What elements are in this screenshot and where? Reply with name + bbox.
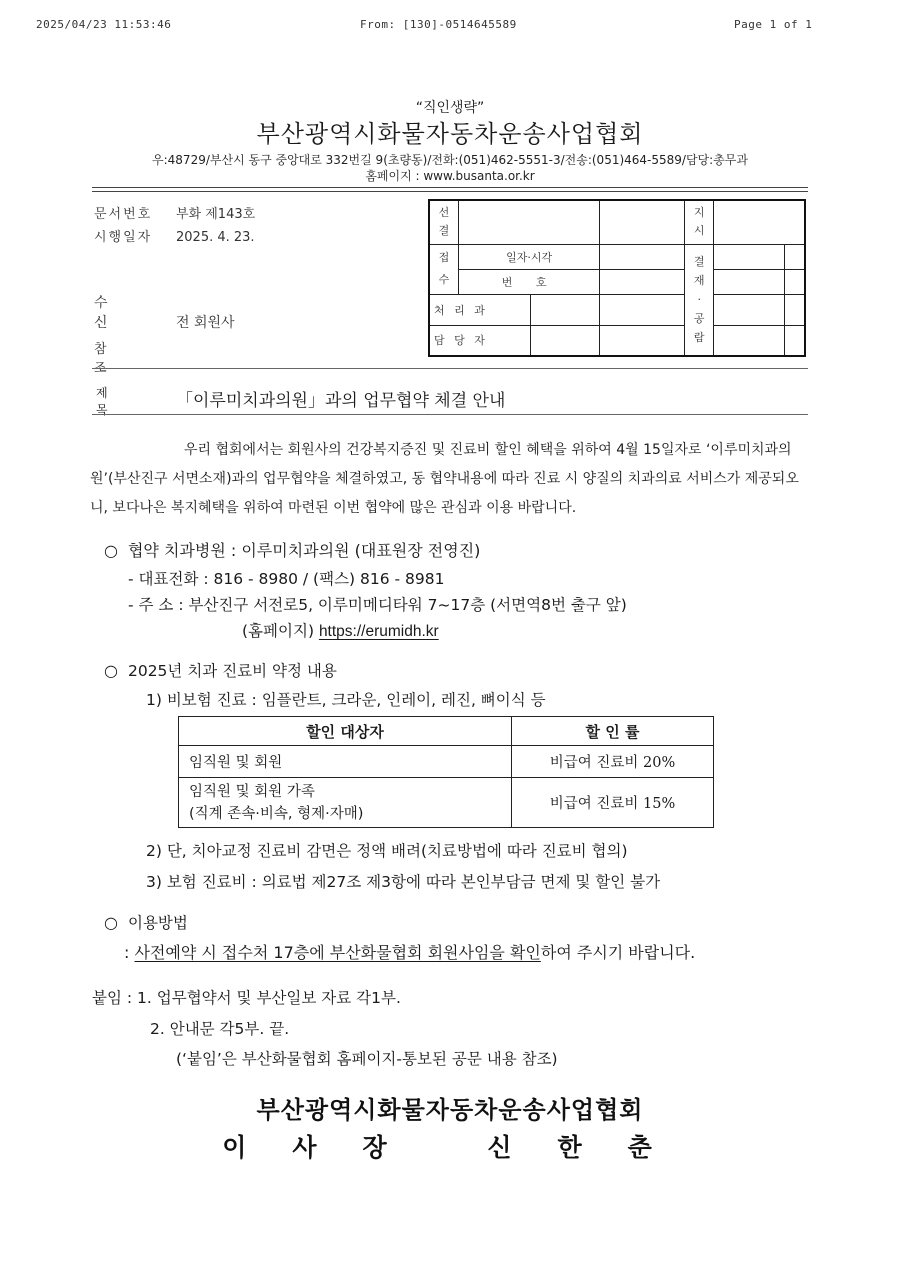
section3-title: 이용방법 [127, 914, 188, 932]
signature-title-name: 이사장 신한춘 [222, 1133, 698, 1162]
section3-instruction [124, 940, 695, 963]
cheo-ri-gwa-label: 처 리 과 [429, 294, 531, 325]
section2-item1: 1) 비보험 진료 : 임플란트, 크라운, 인레이, 레진, 뼈이식 등 [146, 691, 546, 709]
gyeol-jae-cell-3 [714, 269, 785, 294]
seon-gyeol-cell-2 [600, 200, 685, 244]
table-row [179, 778, 714, 828]
section1-title: 협약 치과병원 : 이루미치과의원 (대표원장 전영진) [127, 541, 481, 560]
discount-target: 임직원 및 회원 [179, 746, 512, 778]
signature-organization: 부산광역시화물자동차운송사업협회 [256, 1096, 644, 1124]
gyeol-jae-cell-6 [785, 294, 805, 325]
section2-item2: 2) 단, 치아교정 진료비 감면은 정액 배려(치료방법에 따라 진료비 협의) [146, 842, 628, 860]
table-row [179, 746, 714, 778]
homepage-prefix: (홈페이지) [242, 622, 314, 640]
dam-dang-ja-cell-2 [600, 325, 685, 356]
ji-si-cell [714, 200, 805, 244]
il-ja-si-gak-label: 일자·시각 [459, 244, 600, 269]
subject-text: 「이루미치과의원」과의 업무협약 체결 안내 [176, 391, 506, 411]
section1-homepage-row [242, 619, 439, 641]
discount-target-sub: (직계 존속·비속, 형제·자매) [189, 805, 364, 822]
gyeol-jae-cell-4 [785, 269, 805, 294]
doc-number-row [94, 203, 255, 222]
doc-date-row [94, 226, 255, 245]
gyeol-jae-cell-5 [714, 294, 785, 325]
section2-bullet: ○ [104, 661, 118, 680]
gyeol-jae-cell-8 [785, 325, 805, 356]
section3-instruction-underlined: 사전예약 시 접수처 17층에 부산화물협회 회원사임을 확인 [134, 943, 541, 962]
doc-number-label: 문서번호 [94, 207, 153, 222]
section1-bullet: ○ [104, 541, 118, 560]
seon-gyeol-label: 선 결 [429, 200, 459, 244]
section3-instruction-rest: 하여 주시기 바랍니다. [540, 943, 696, 962]
gyeol-jae-cell-1 [714, 244, 785, 269]
discount-target-cell [179, 778, 512, 828]
subject-label: 제 목 [96, 386, 126, 417]
attachments-note: (‘붙임’은 부산화물협회 홈페이지-통보된 공문 내용 참조) [176, 1050, 558, 1068]
recipient-label: 수 신 [94, 295, 126, 331]
motto: “직인생략” [415, 100, 485, 116]
subject-top-divider [92, 368, 808, 369]
section3-title-row [104, 911, 188, 933]
attachment-item-1: 1. 업무협약서 및 부산일보 자료 각1부. [137, 989, 401, 1007]
dam-dang-ja-cell [531, 325, 600, 356]
section1-title-row [104, 538, 480, 561]
homepage-link[interactable]: https://erumidh.kr [318, 623, 439, 640]
discount-target: 임직원 및 회원 가족 [189, 783, 315, 800]
gyeol-jae-label: 결 재 · 공 람 [685, 244, 714, 356]
beon-ho-cell [600, 269, 685, 294]
section2-title: 2025년 치과 진료비 약정 내용 [127, 662, 337, 680]
approval-box [428, 199, 806, 357]
doc-number: 부화 제143호 [176, 207, 256, 222]
reference-row [94, 338, 176, 376]
body-paragraph [90, 436, 810, 523]
dam-dang-ja-label: 담 당 자 [429, 325, 531, 356]
discount-table [178, 716, 714, 828]
subject-bottom-divider [92, 414, 808, 415]
reference-label: 참 조 [94, 342, 125, 376]
jeop-su-label: 접 수 [429, 244, 459, 294]
section2-title-row [104, 659, 337, 681]
doc-date-label: 시행일자 [94, 230, 153, 245]
address-line: 우:48729/부산시 동구 중앙대로 332번길 9(초량동)/전화:(051)462-5551-3/전송:(051)464-5589/담당:총무과 [152, 153, 748, 167]
seon-gyeol-cell [459, 200, 600, 244]
discount-rate: 비급여 진료비 15% [512, 778, 714, 828]
attachments-row-1 [92, 986, 401, 1008]
doc-date: 2025. 4. 23. [176, 230, 255, 245]
recipient: 전 회원사 [176, 315, 235, 331]
discount-rate: 비급여 진료비 20% [512, 746, 714, 778]
fax-datetime: 2025/04/23 11:53:46 [36, 18, 172, 31]
discount-header-target: 할인 대상자 [179, 717, 512, 746]
section1-phone: - 대표전화 : 816 - 8980 / (팩스) 816 - 8981 [128, 570, 445, 588]
ji-si-label: 지 시 [685, 200, 714, 244]
attachment-item-2: 2. 안내문 각5부. 끝. [150, 1020, 290, 1038]
gyeol-jae-cell-2 [785, 244, 805, 269]
fax-from: From: [130]-0514645589 [360, 18, 517, 31]
section3-bullet: ○ [104, 913, 118, 932]
letterhead-divider [92, 187, 808, 192]
subject-row [96, 384, 505, 418]
il-ja-si-gak-cell [600, 244, 685, 269]
gyeol-jae-cell-7 [714, 325, 785, 356]
section1-address: - 주 소 : 부산진구 서전로5, 이루미메디타워 7~17층 (서면역8번 출구 앞) [128, 596, 627, 614]
organization-title: 부산광역시화물자동차운송사업협회 [256, 120, 644, 148]
section2-item3: 3) 보험 진료비 : 의료법 제27조 제3항에 따라 본인부담금 면제 및 할인 불가 [146, 873, 661, 891]
attachments-label: 붙임 : [92, 989, 133, 1007]
body-text: 우리 협회에서는 회원사의 건강복지증진 및 진료비 할인 혜택을 위하여 4월 15일자로 ‘이루미치과의원’(부산진구 서면소재)과의 업무협약을 체결하였고, 동 협약내용에 따라 진료 시 양질의 치과의료 서비스가 제공되오니, 보다나은 복지혜택을 위하여 마련된 이번 협약에 많은 관심과 이용 바랍니다. [90, 442, 799, 516]
contact-info [0, 152, 900, 184]
beon-ho-label: 번 호 [459, 269, 600, 294]
recipient-row [94, 292, 235, 332]
fax-page: Page 1 of 1 [734, 18, 813, 31]
cheo-ri-gwa-cell [531, 294, 600, 325]
discount-header-rate: 할 인 률 [512, 717, 714, 746]
homepage-line: 홈페이지 : www.busanta.or.kr [365, 169, 535, 183]
cheo-ri-gwa-cell-2 [600, 294, 685, 325]
section3-colon: : [124, 943, 130, 962]
